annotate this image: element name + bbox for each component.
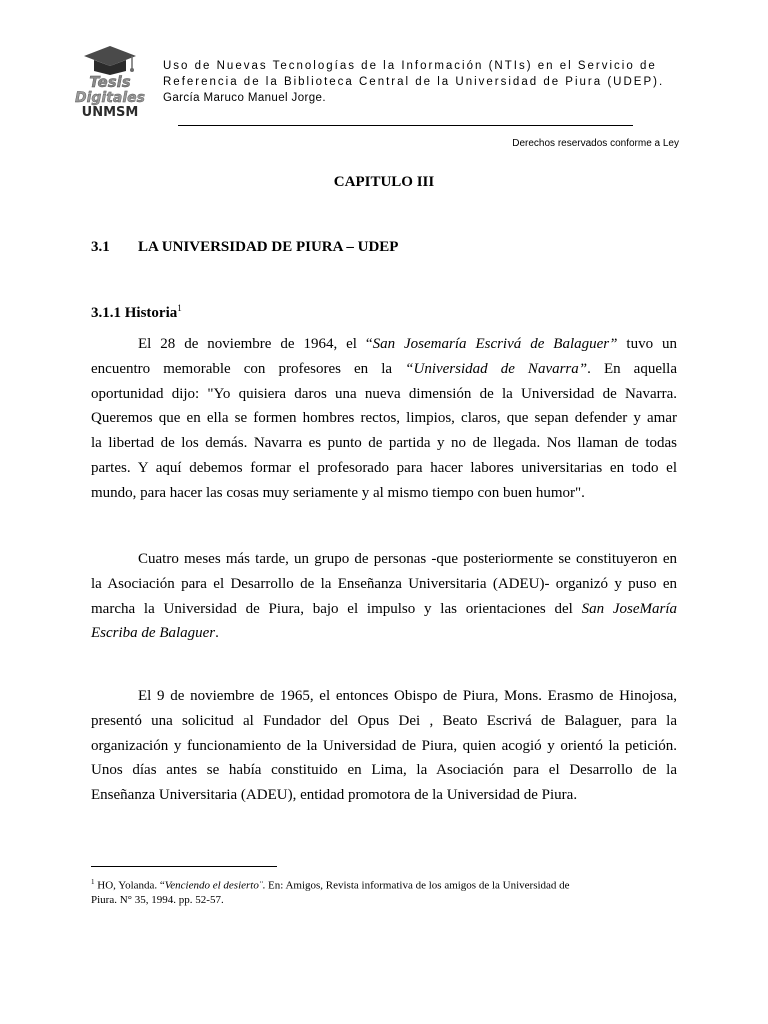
subsection-title-text: 3.1.1 Historia: [91, 305, 178, 321]
header-author: García Maruco Manuel Jorge.: [163, 92, 326, 104]
footnote-divider: [91, 866, 277, 867]
footnote-reference: 1: [177, 303, 182, 313]
paragraph-line: Cuatro meses más tarde, un grupo de personas -que posteriormente se constituyeron en: [138, 551, 677, 567]
paragraph-line: El 28 de noviembre de 1964, el “San Josemaría Escrivá de Balaguer” tuvo un: [138, 336, 678, 352]
header-divider: [178, 125, 633, 126]
paragraph-line: encuentro memorable con profesores en la “Universidad de Navarra”. En aquella: [91, 360, 677, 377]
paragraph-2: [91, 547, 677, 646]
svg-text:UNMSM: UNMSM: [81, 105, 139, 120]
paragraph-line: oportunidad dijo: "Yo quisiera daros una nueva dimensión de la Universidad de Navarra.: [91, 385, 677, 402]
footnote-number: 1: [91, 878, 95, 886]
paragraph-line: partes. Y aquí debemos formar el profesorado para hacer labores universitarias en todo el: [91, 459, 677, 476]
section-number: 3.1: [91, 239, 110, 255]
paragraph-line: organización y funcionamiento de la Universidad de Piura, quien acogió y orientó la petición.: [91, 737, 677, 754]
svg-text:Digitales: Digitales: [74, 90, 146, 106]
header-line-1: Uso de Nuevas Tecnologías de la Información (NTIs) en el Servicio de: [163, 60, 657, 72]
paragraph-line: presentó una solicitud al Fundador del Opus Dei , Beato Escrivá de Balaguer, para la: [91, 712, 677, 729]
paragraph-line: la libertad de los demás. Navarra es punto de partida y no de llegada. Nos llaman de todas: [91, 435, 677, 452]
rights-notice: Derechos reservados conforme a Ley: [512, 138, 679, 149]
paragraph-line: Unos días antes se había constituido en Lima, la Asociación para el Desarrollo de la: [91, 762, 677, 779]
footnote: $^1$ HO, Yolanda. “Venciendo el desierto¨. En: Amigos, Revista informativa de los amigos de la Universidad de Piura. N° 35, 1994. pp. 52-57.: [91, 878, 570, 906]
paragraph-line: Escriba de Balaguer.: [91, 625, 219, 642]
paragraph-line: El 9 de noviembre de 1965, el entonces Obispo de Piura, Mons. Erasmo de Hinojosa,: [138, 688, 677, 704]
svg-text:Tesis: Tesis: [89, 73, 131, 91]
footnote-line-2: Piura. N° 35, 1994. pp. 52-57.: [91, 893, 224, 906]
document-header: [163, 58, 664, 106]
paragraph-line: Enseñanza Universitaria (ADEU), entidad promotora de la Universidad de Piura.: [91, 787, 578, 804]
chapter-title: CAPITULO III: [333, 174, 435, 190]
paragraph-line: mundo, para hacer las cosas muy seriamente y al mismo tiempo con buen humor".: [91, 484, 585, 501]
paragraph-line: marcha la Universidad de Piura, bajo el impulso y las orientaciones del San JoseMaría: [91, 600, 678, 617]
paragraph-1: [91, 332, 677, 506]
paragraph-line: Queremos que en ella se formen hombres rectos, limpios, claros, que sepan defender y amar: [91, 410, 677, 427]
tesis-digitales-unmsm-logo: [66, 44, 152, 120]
paragraph-3: [91, 684, 677, 808]
subsection-title: [91, 303, 182, 322]
section-title: LA UNIVERSIDAD DE PIURA – UDEP: [138, 239, 399, 255]
header-line-2: Referencia de la Biblioteca Central de la Universidad de Piura (UDEP).: [163, 76, 665, 88]
paragraph-line: la Asociación para el Desarrollo de la Enseñanza Universitaria (ADEU)- organizó y puso en: [91, 575, 677, 592]
